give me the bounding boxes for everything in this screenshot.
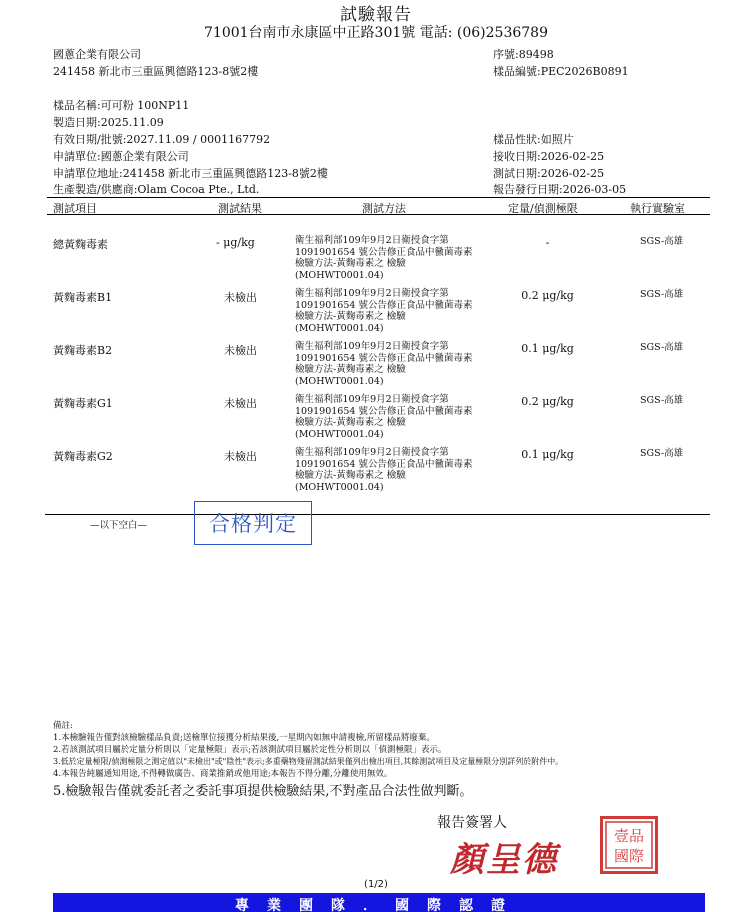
header-test-item: 測試項目 [53,202,97,215]
table-row-result: 未檢出 [224,344,257,357]
table-row-result: 未檢出 [224,291,257,304]
signatory-label: 報告簽署人 [437,815,507,831]
table-row-lab: SGS-高雄 [640,236,684,247]
table-row-result: 未檢出 [224,450,257,463]
table-row-lab: SGS-高雄 [640,289,684,300]
note-line: 4.本報告純屬通知用途,不得轉做廣告、商業推銷或他用途;本報告不得分離,分離使用無效。 [53,769,393,779]
producer: 生產製造/供應商:Olam Cocoa Pte., Ltd. [53,183,260,196]
table-row-limit: 0.2 μg/kg [521,289,574,302]
header-test-method: 測試方法 [362,202,406,215]
table-bottom-rule [45,514,710,515]
seal-graphic [603,819,655,871]
table-row-method: 衛生福利部109年9月2日衛授食字第 1091901654 號公告修正食品中黴菌毒素 檢驗方法-黃麴毒素之 檢驗 (MOHWT0001.04) [295,394,473,440]
report-date: 報告發行日期:2026-03-05 [493,183,627,196]
note-line: 1.本檢驗報告僅對該檢驗樣品負責;送檢單位接獲分析結果後,一星期內如無申請複檢,所留樣品將廢棄。 [53,733,435,743]
blank-marker: —以下空白— [90,520,148,531]
table-row-limit: - [545,236,550,249]
sample-number: 樣品編號:PEC2026B0891 [493,65,629,78]
header-lab: 執行實驗室 [630,202,685,215]
lab-address: 71001台南市永康區中正路301號 電話: (06)2536789 [204,25,548,41]
table-row-method: 衛生福利部109年9月2日衛授食字第 1091901654 號公告修正食品中黴菌毒素 檢驗方法-黃麴毒素之 檢驗 (MOHWT0001.04) [295,341,473,387]
table-header-rule [47,214,710,215]
applicant-address: 申請單位地址:241458 新北市三重區興德路123-8號2樓 [53,167,328,180]
table-row-item: 黃麴毒素B2 [53,344,113,357]
table-row-lab: SGS-高雄 [640,395,684,406]
seal-text-bottom: 國際 [613,847,645,865]
header-test-result: 測試結果 [218,202,262,215]
serial-number: 序號:89498 [493,48,554,61]
table-row-item: 黃麴毒素G2 [53,450,113,463]
note-line: 2.若該測試項目屬於定量分析則以「定量極限」表示;若該測試項目屬於定性分析則以「偵測極限」表示。 [53,745,447,755]
company-seal [600,816,658,874]
sample-name: 樣品名稱:可可粉 100NP11 [53,99,190,112]
applicant: 申請單位:國蔥企業有限公司 [53,150,189,163]
table-row-result: - μg/kg [216,236,255,249]
page-number: (1/2) [364,879,388,890]
table-row-method: 衛生福利部109年9月2日衛授食字第 1091901654 號公告修正食品中黴菌毒素 檢驗方法-黃麴毒素之 檢驗 (MOHWT0001.04) [295,288,473,334]
sample-condition: 樣品性狀:如照片 [493,133,574,146]
expiry-batch: 有效日期/批號:2027.11.09 / 0001167792 [53,133,271,146]
seal-text-top: 壹品 [613,827,645,845]
table-row-item: 總黃麴毒素 [53,238,108,251]
table-row-item: 黃麴毒素G1 [53,397,113,410]
table-row-limit: 0.2 μg/kg [521,395,574,408]
footer-banner: 專業團隊．國際認證 [53,893,705,912]
table-row-limit: 0.1 μg/kg [521,342,574,355]
table-row-lab: SGS-高雄 [640,448,684,459]
table-row-item: 黃麴毒素B1 [53,291,113,304]
signature: 顏呈德 [450,840,558,880]
table-top-rule [47,197,710,198]
test-date: 測試日期:2026-02-25 [493,167,605,180]
table-row-result: 未檢出 [224,397,257,410]
pass-stamp: 合格判定 [194,501,312,545]
table-row-method: 衛生福利部109年9月2日衛授食字第 1091901654 號公告修正食品中黴菌毒素 檢驗方法-黃麴毒素之 檢驗 (MOHWT0001.04) [295,235,473,281]
header-limit: 定量/偵測極限 [508,202,578,215]
client-company: 國蔥企業有限公司 [53,48,141,61]
table-row-limit: 0.1 μg/kg [521,448,574,461]
mfg-date: 製造日期:2025.11.09 [53,116,164,129]
table-row-lab: SGS-高雄 [640,342,684,353]
received-date: 接收日期:2026-02-25 [493,150,605,163]
note-line-5: 5.檢驗報告僅就委託者之委託事項提供檢驗結果,不對產品合法性做判斷。 [53,784,473,799]
table-row-method: 衛生福利部109年9月2日衛授食字第 1091901654 號公告修正食品中黴菌毒素 檢驗方法-黃麴毒素之 檢驗 (MOHWT0001.04) [295,447,473,493]
report-title: 試驗報告 [340,5,412,25]
client-address: 241458 新北市三重區興德路123-8號2樓 [53,65,259,78]
note-line: 3.低於定量極限/偵測極限之測定值以"未檢出"或"陰性"表示;多重藥物殘留測試結果僅列出檢出項目,其餘測試項目及定量極限分別詳列於附件中。 [53,757,564,766]
notes-heading: 備註: [53,721,73,731]
